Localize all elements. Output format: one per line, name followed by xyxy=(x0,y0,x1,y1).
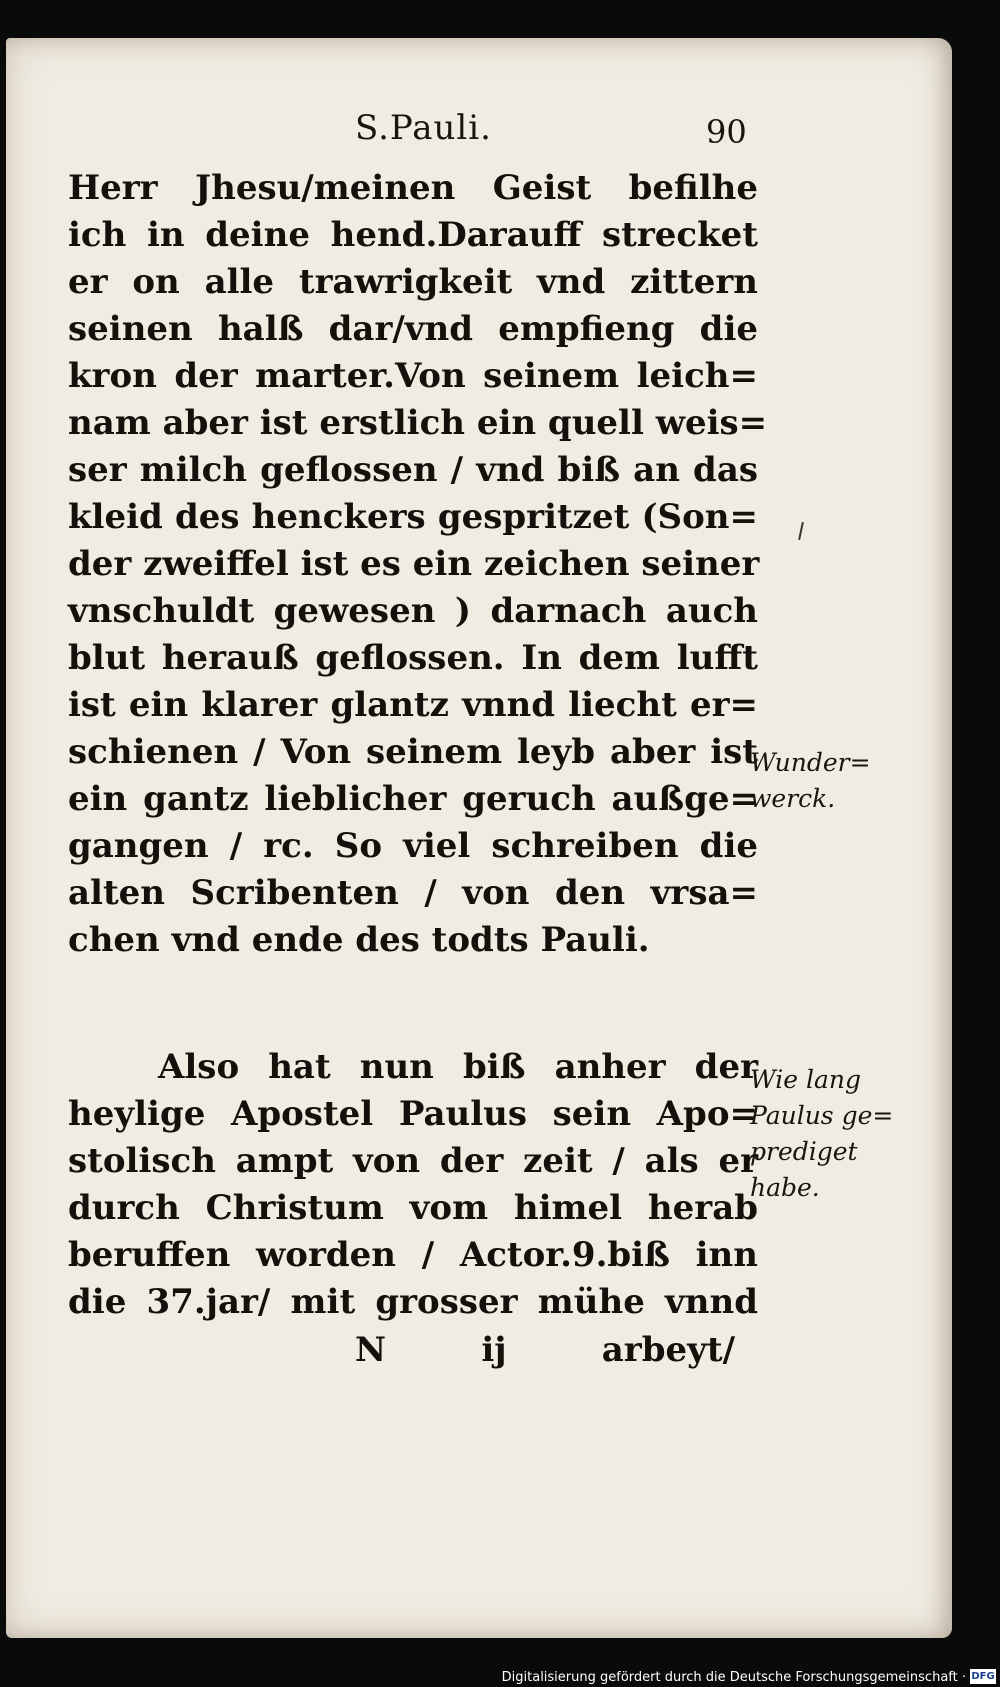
margin-note-line: Wunder= xyxy=(750,748,871,777)
text-line: schienen / Von seinem leyb aber ist xyxy=(68,732,758,772)
text-line: Also hat nun biß anher der xyxy=(158,1047,758,1087)
text-line: heylige Apostel Paulus sein Apo= xyxy=(68,1094,758,1134)
text-line: gangen / rc. So viel schreiben die xyxy=(68,826,758,866)
main-text-block xyxy=(68,165,768,1326)
text-line: kleid des henckers gespritzet (Son= xyxy=(68,497,758,537)
margin-note-line: habe. xyxy=(750,1173,820,1202)
dfg-logo: DFG xyxy=(971,1671,995,1682)
text-line: durch Christum vom himel herab xyxy=(68,1188,758,1228)
signature-mark: N xyxy=(355,1330,387,1370)
margin-note-line: werck. xyxy=(750,784,836,813)
text-line: die 37.jar/ mit grosser mühe vnnd xyxy=(68,1282,758,1322)
text-line: ist ein klarer glantz vnnd liecht er= xyxy=(68,685,758,725)
page-number: 90 xyxy=(706,113,747,151)
margin-note-wunderwerck xyxy=(750,745,871,817)
text-line: nam aber ist erstlich ein quell weis= xyxy=(68,403,768,443)
margin-note-line: Wie lang xyxy=(750,1065,861,1094)
catchword: arbeyt/ xyxy=(601,1330,735,1370)
text-line: der zweiffel ist es ein zeichen seiner xyxy=(68,544,760,584)
text-line: vnschuldt gewesen ) darnach auch xyxy=(68,591,758,631)
margin-note-line: Paulus ge= xyxy=(750,1101,894,1130)
running-head: S.Pauli. xyxy=(355,108,492,148)
margin-note-line: prediget xyxy=(750,1137,858,1166)
text-line: Herr Jhesu/meinen Geist befilhe xyxy=(68,168,758,208)
text-line: kron der marter.Von seinem leich= xyxy=(68,356,758,396)
text-line: stolisch ampt von der zeit / als er xyxy=(68,1141,758,1181)
paragraph-gap xyxy=(68,964,758,1044)
text-line: ich in deine hend.Darauff strecket xyxy=(68,215,758,255)
text-line: seinen halß dar/vnd empfieng die xyxy=(68,309,758,349)
signature-number: ij xyxy=(481,1330,507,1370)
text-line: ser milch geflossen / vnd biß an das xyxy=(68,450,758,490)
text-line: er on alle trawrigkeit vnd zittern xyxy=(68,262,758,302)
margin-note-wie-lang xyxy=(750,1062,893,1206)
signature-catchword-line xyxy=(355,1330,735,1370)
text-line: ein gantz lieblicher geruch außge= xyxy=(68,779,758,819)
text-line: blut herauß geflossen. In dem lufft xyxy=(68,638,758,678)
text-line: alten Scribenten / von den vrsa= xyxy=(68,873,758,913)
text-line: beruffen worden / Actor.9.biß inn xyxy=(68,1235,758,1275)
text-line: chen vnd ende des todts Pauli. xyxy=(68,920,650,960)
digitization-credit: Digitalisierung gefördert durch die Deutsche Forschungsgemeinschaft · xyxy=(501,1670,966,1685)
